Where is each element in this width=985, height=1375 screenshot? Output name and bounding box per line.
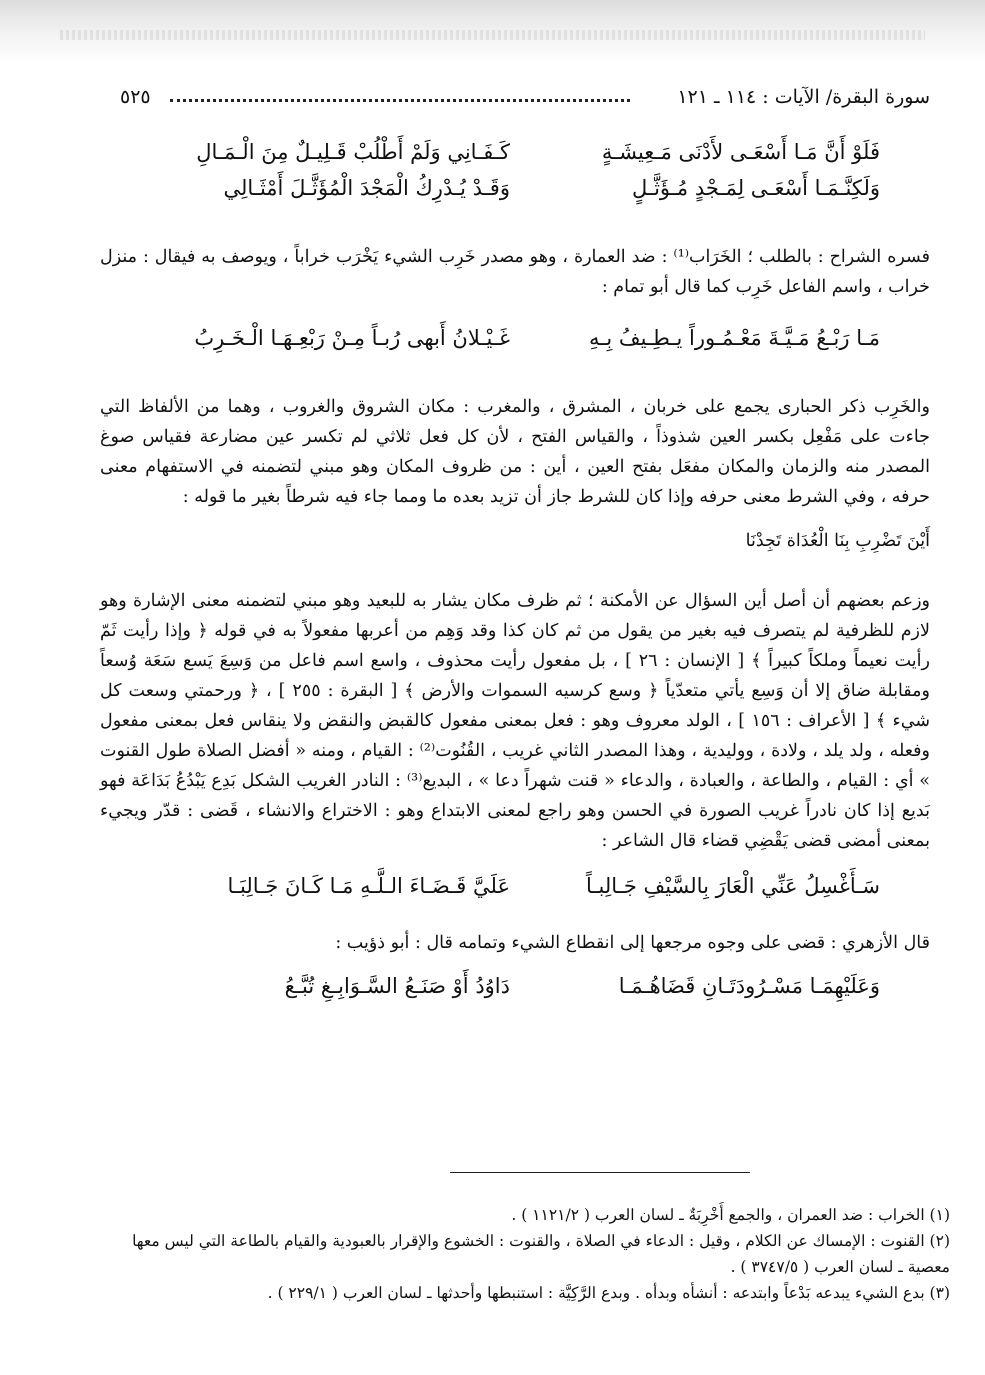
verse-hemistich: وَعَلَيْهِمَـا مَسْـرُودَتَـانِ قَضَاهُـمَـا <box>618 974 880 998</box>
quoted-verse: أَيْنَ تَضْرِبِ بِنَا الْعُدَاة تَجِدْنَا <box>745 531 930 551</box>
page-number: ٥٢٥ <box>120 86 151 108</box>
verse-1-line-1 <box>100 140 930 176</box>
verse-1-line-2 <box>100 176 930 212</box>
paragraph-1: فسره الشراح : بالطلب ؛ الخَرَاب⁽¹⁾ : ضد العمارة ، وهو مصدر خَرِب الشيء يَخْرَب خراباً ، ويوصف به فيقال : منزل خراب ، واسم الفاعل خَرِب كما قال أبو تمام : <box>100 247 931 297</box>
footnote-2-continuation: معصية ـ لسان العرب ( ٣٧٤٧/٥ ) . <box>730 1258 950 1276</box>
verse-hemistich: وَلَكِنَّـمَـا أَسْعَـى لِمَـجْدٍ مُـؤَثَّـلٍ <box>632 176 880 200</box>
scan-edge-shading <box>0 0 985 62</box>
header-title: سورة البقرة/ الآيات : ١١٤ ـ ١٢١ <box>677 86 930 108</box>
verse-hemistich: عَلَيَّ قَـضَـاءَ الـلَّـهِ مَـا كَـانَ جَـالِبَـا <box>227 874 510 898</box>
running-header <box>100 80 930 114</box>
verse-2 <box>100 326 930 362</box>
verse-hemistich: كَـفَـانِي وَلَمْ أَطْلُبْ قَـلِيـلٌ مِنَ الْـمَـالِ <box>196 140 510 164</box>
verse-hemistich: وَقَـدْ يُـدْرِكُ الْمَجْدَ الْمُؤَثَّـلَ أَمْثَـالِي <box>223 176 510 200</box>
footnote-2: (٢) القنوت : الإمساك عن الكلام ، وقيل : الدعاء في الصلاة ، والقنوت : الخشوع والإقرار بالعبودية والقيام بالطاعة التي ليس معها <box>132 1232 950 1250</box>
verse-hemistich: سَـأَغْسِلُ عَنِّي الْعَارَ بِالسَّيْفِ جَـالِبـاً <box>585 874 880 898</box>
footnote-separator <box>450 1172 750 1173</box>
footnote-1: (١) الخراب : ضد العمران ، والجمع أَخْرِبَةٌ ـ لسان العرب ( ١١٢١/٢ ) . <box>511 1206 950 1224</box>
paragraph-2: والخَرِب ذكر الحبارى يجمع على خربان ، المشرق ، والمغرب : مكان الشروق والغروب ، وهما من الألفاظ التي جاءت على مَفْعِل بكسر العين شذوذاً ، والقياس الفتح ، لأن كل فعل ثلاثي لم تكسر عين مضارعة فقياس صوغ المصدر منه والزمان والمكان مفعَل بفتح العين ، أين : من ظروف المكان وهو مبني لتضمنه في الاستفهام معنى حرفه ، وفي الشرط معنى حرفه وإذا كان للشرط جاز أن تزيد بعده ما ومما جاء فيه شرطاً بغير ما قوله : <box>100 397 930 507</box>
verse-hemistich: دَاوُدُ أَوْ صَنَـعُ السَّـوَابِـغِ تُبَّـعُ <box>284 974 510 998</box>
paragraph-3: وزعم بعضهم أن أصل أين السؤال عن الأمكنة ؛ ثم ظرف مكان يشار به للبعيد وهو مبني لتضمنه معنى الإشارة وهو لازم للظرفية لم يتصرف فيه بغير من يقول من ثم كان كذا وقد وَهِم من أعربها مفعولاً به في قوله ﴿ وإذا رأيت ثَمّ رأيت نعيماً وملكاً كبيراً ﴾ [ الإنسان : ٢٦ ] ، بل مفعول رأيت محذوف ، واسع اسم فاعل من وَسِعَ يَسع سَعَة وُسعاً ومقابلة ضاق إلا أن وَسِع يأتي متعدّياً ﴿ وسع كرسيه السموات والأرض ﴾ [ البقرة : ٢٥٥ ] ، ﴿ ورحمتي وسعت كل شيء ﴾ [ الأعراف : ١٥٦ ] ، الولد معروف وهو : فعل بمعنى مفعول كالقبض والنقض ولا ينقاس فعل بمعنى مفعول وفعله ، ولد يلد ، ولادة ، ووليدية ، وهذا المصدر الثاني غريب ، القُنُوت⁽²⁾ : القيام ، ومنه « أفضل الصلاة طول القنوت » أي : القيام ، والطاعة ، والعبادة ، والدعاء « قنت شهراً دعا » ، البديع⁽³⁾ : النادر الغريب الشكل بَدِع يَبْدُعُ بَدَاعَة فهو بَديع إذا كان نادراً غريب الصورة في الحسن وهو راجع لمعنى الابتداع وهو : الاختراع والانشاء ، قَضى : قدّر ويجيء بمعنى أمضى قضى يَقْضِي قضاء قال الشاعر : <box>100 591 931 851</box>
verse-hemistich: فَلَوْ أَنَّ مَـا أَسْعَـى لأَدْنَى مَـعِيشَـةٍ <box>601 140 880 164</box>
verse-3 <box>100 874 930 910</box>
page-body <box>100 80 930 1010</box>
header-dot-leader <box>170 99 630 102</box>
paragraph-4: قال الأزهري : قضى على وجوه مرجعها إلى انقطاع الشيء وتمامه قال : أبو ذؤيب : <box>335 933 930 953</box>
verse-4 <box>100 974 930 1010</box>
footnote-3: (٣) بدع الشيء يبدعه بَدْعاً وابتدعه : أنشأه وبدأه . وبدع الرَّكِيَّة : استنبطها وأحدثها ـ لسان العرب ( ٢٢٩/١ ) . <box>267 1284 950 1302</box>
verse-hemistich: مَـا رَبْـعُ مَـيَّـةَ مَعْـمُـوراً يـطِـيفُ بِـهِ <box>589 326 880 350</box>
footnotes <box>95 1202 950 1306</box>
verse-hemistich: غَـيْـلانُ أَبهى رُبـاً مِـنْ رَبْعِـهَـا الْـخَـرِبُ <box>194 326 510 350</box>
